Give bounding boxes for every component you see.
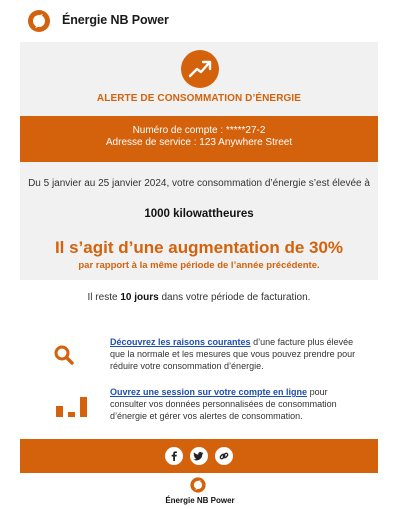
days-remaining-text	[20, 292, 378, 303]
alert-title: ALERTE DE CONSOMMATION D’ÉNERGIE	[96, 93, 302, 104]
magnifier-icon	[54, 345, 74, 365]
bar-chart-icon	[56, 391, 90, 417]
days-prefix: Il reste	[87, 292, 121, 303]
tip-high-bill-text	[110, 336, 360, 372]
trend-up-icon	[181, 50, 219, 88]
tip-online-account	[20, 386, 378, 432]
energie-nb-footer-logo-icon[interactable]	[189, 476, 207, 494]
usage-comparison-note: par rapport à la même période de l’année précédente.	[78, 260, 320, 271]
usage-period-sentence: Du 5 janvier au 25 janvier 2024, votre consommation d’énergie s’est élevée à	[28, 178, 370, 189]
service-address: Adresse de service : 123 Anywhere Street	[105, 137, 293, 148]
tip-high-bill-body: d’une facture plus élevée que la normale et les mesures que vous pouvez prendre pour réduire votre consommation d’énergie.	[110, 337, 356, 371]
online-account-link[interactable]: Ouvrez une session sur votre compte en ligne	[110, 387, 308, 397]
alert-banner	[20, 42, 378, 116]
tip-online-account-body: pour consulter vos données personnalisées de consommation d’énergie et gérer vos alertes de consommation.	[110, 387, 337, 421]
days-suffix: dans votre période de facturation.	[158, 292, 311, 303]
tip-high-bill	[20, 336, 378, 380]
usage-increase-headline: Il s’agit d’une augmentation de 30%	[54, 238, 344, 257]
social-footer-band	[20, 439, 378, 473]
account-info-band	[20, 116, 378, 162]
energie-nb-logo-icon[interactable]	[26, 8, 52, 34]
usage-amount: 1000 kilowattheures	[144, 208, 254, 220]
email-header	[0, 0, 400, 42]
tip-online-account-text	[110, 386, 360, 422]
account-number: Numéro de compte : *****27-2	[132, 125, 266, 136]
link-icon[interactable]	[215, 447, 233, 465]
usage-summary	[20, 162, 378, 280]
facebook-icon[interactable]	[165, 447, 183, 465]
days-remaining: 10 jours	[120, 292, 159, 303]
billing-period-note	[20, 280, 378, 316]
twitter-icon[interactable]	[190, 447, 208, 465]
footer-brand-name: Énergie NB Power	[165, 496, 235, 505]
common-reasons-link[interactable]: Découvrez les raisons courantes	[110, 337, 251, 347]
brand-name: Énergie NB Power	[62, 13, 169, 27]
